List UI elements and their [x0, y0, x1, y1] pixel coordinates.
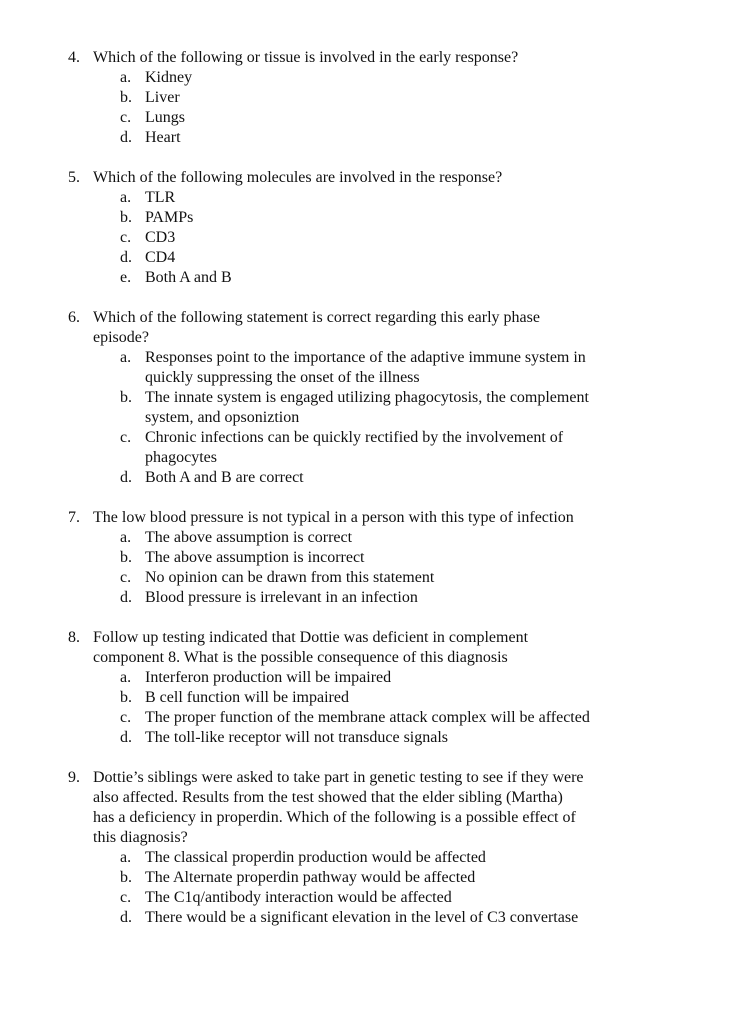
question-6 [0, 308, 735, 488]
option-text: Responses point to the importance of the adaptive immune system in [145, 349, 586, 366]
option-letter: a. [120, 669, 132, 686]
answer-option [0, 268, 735, 288]
answer-option [0, 228, 735, 248]
question-line [0, 508, 735, 528]
answer-option [0, 708, 735, 728]
option-line [0, 908, 735, 928]
option-letter: b. [120, 89, 132, 106]
option-letter: e. [120, 269, 132, 286]
option-text: PAMPs [145, 209, 194, 226]
option-letter: d. [120, 909, 132, 926]
question-text: Follow up testing indicated that Dottie was deficient in complement [93, 629, 529, 646]
option-text: TLR [145, 189, 176, 206]
option-line [0, 208, 735, 228]
option-text: The proper function of the membrane attack complex will be affected [145, 709, 590, 726]
question-text: Which of the following molecules are involved in the response? [93, 169, 503, 186]
question-5 [0, 168, 735, 288]
option-letter: d. [120, 729, 132, 746]
option-text: The C1q/antibody interaction would be affected [145, 889, 452, 906]
option-letter: a. [120, 69, 132, 86]
question-line [0, 768, 735, 788]
question-8 [0, 628, 735, 748]
option-letter: d. [120, 589, 132, 606]
option-text: The toll-like receptor will not transduce signals [145, 729, 449, 746]
question-number: 7. [68, 509, 80, 526]
option-text: quickly suppressing the onset of the illness [145, 369, 420, 386]
answer-option [0, 688, 735, 708]
option-letter: c. [120, 109, 132, 126]
question-number: 4. [68, 49, 80, 66]
question-line [0, 808, 735, 828]
answer-option [0, 728, 735, 748]
option-line [0, 528, 735, 548]
question-text: The low blood pressure is not typical in a person with this type of infection [93, 509, 574, 526]
option-line [0, 368, 735, 388]
question-line [0, 648, 735, 668]
option-line [0, 888, 735, 908]
answer-option [0, 908, 735, 928]
answer-option [0, 388, 735, 428]
question-line [0, 628, 735, 648]
answer-option [0, 548, 735, 568]
question-line [0, 48, 735, 68]
option-line [0, 348, 735, 368]
option-text: Both A and B [145, 269, 232, 286]
question-line [0, 168, 735, 188]
answer-option [0, 528, 735, 548]
option-letter: b. [120, 549, 132, 566]
option-text: Both A and B are correct [145, 469, 304, 486]
answer-option [0, 108, 735, 128]
option-text: Liver [145, 89, 180, 106]
option-text: The above assumption is incorrect [145, 549, 365, 566]
option-line [0, 188, 735, 208]
question-text: this diagnosis? [93, 829, 188, 846]
option-line [0, 588, 735, 608]
option-line [0, 848, 735, 868]
option-line [0, 728, 735, 748]
option-letter: b. [120, 209, 132, 226]
option-text: Lungs [145, 109, 185, 126]
option-letter: c. [120, 229, 132, 246]
option-letter: d. [120, 129, 132, 146]
option-line [0, 268, 735, 288]
question-text: also affected. Results from the test showed that the elder sibling (Martha) [93, 789, 563, 806]
question-number: 6. [68, 309, 80, 326]
option-letter: d. [120, 249, 132, 266]
option-letter: c. [120, 569, 132, 586]
option-text: Chronic infections can be quickly rectified by the involvement of [145, 429, 564, 446]
answer-option [0, 208, 735, 228]
option-line [0, 668, 735, 688]
option-text: CD3 [145, 229, 176, 246]
question-4 [0, 48, 735, 148]
question-text: Which of the following statement is correct regarding this early phase [93, 309, 540, 326]
option-line [0, 688, 735, 708]
option-line [0, 568, 735, 588]
question-text: has a deficiency in properdin. Which of the following is a possible effect of [93, 809, 576, 826]
option-text: There would be a significant elevation in the level of C3 convertase [145, 909, 579, 926]
option-text: B cell function will be impaired [145, 689, 349, 706]
answer-option [0, 248, 735, 268]
option-line [0, 388, 735, 408]
option-text: The Alternate properdin pathway would be affected [145, 869, 476, 886]
question-9 [0, 768, 735, 928]
answer-option [0, 348, 735, 388]
answer-option [0, 68, 735, 88]
option-text: The above assumption is correct [145, 529, 353, 546]
option-text: phagocytes [145, 449, 217, 466]
option-line [0, 428, 735, 448]
question-text: Dottie’s siblings were asked to take part in genetic testing to see if they were [93, 769, 584, 786]
option-letter: b. [120, 869, 132, 886]
option-text: Heart [145, 129, 181, 146]
answer-option [0, 428, 735, 468]
option-letter: a. [120, 529, 132, 546]
answer-option [0, 188, 735, 208]
option-text: CD4 [145, 249, 176, 266]
option-text: No opinion can be drawn from this statement [145, 569, 435, 586]
option-text: Kidney [145, 69, 193, 86]
option-letter: b. [120, 389, 132, 406]
answer-option [0, 88, 735, 108]
option-line [0, 248, 735, 268]
answer-option [0, 468, 735, 488]
option-line [0, 88, 735, 108]
question-line [0, 328, 735, 348]
option-text: Blood pressure is irrelevant in an infection [145, 589, 418, 606]
answer-option [0, 568, 735, 588]
answer-option [0, 868, 735, 888]
option-line [0, 228, 735, 248]
option-letter: a. [120, 849, 132, 866]
question-line [0, 828, 735, 848]
option-text: system, and opsoniztion [145, 409, 300, 426]
question-line [0, 308, 735, 328]
option-letter: d. [120, 469, 132, 486]
question-number: 8. [68, 629, 80, 646]
question-7 [0, 508, 735, 608]
question-number: 9. [68, 769, 80, 786]
answer-option [0, 888, 735, 908]
option-line [0, 408, 735, 428]
answer-option [0, 848, 735, 868]
option-letter: b. [120, 689, 132, 706]
question-line [0, 788, 735, 808]
answer-option [0, 128, 735, 148]
option-letter: c. [120, 889, 132, 906]
option-line [0, 448, 735, 468]
option-letter: c. [120, 709, 132, 726]
answer-option [0, 588, 735, 608]
option-line [0, 468, 735, 488]
option-letter: c. [120, 429, 132, 446]
option-letter: a. [120, 189, 132, 206]
option-line [0, 548, 735, 568]
option-line [0, 108, 735, 128]
option-letter: a. [120, 349, 132, 366]
option-text: The classical properdin production would be affected [145, 849, 486, 866]
option-line [0, 868, 735, 888]
answer-option [0, 668, 735, 688]
option-text: Interferon production will be impaired [145, 669, 392, 686]
option-line [0, 128, 735, 148]
option-line [0, 68, 735, 88]
option-text: The innate system is engaged utilizing phagocytosis, the complement [145, 389, 589, 406]
question-text: Which of the following or tissue is involved in the early response? [93, 49, 519, 66]
question-text: episode? [93, 329, 149, 346]
question-text: component 8. What is the possible consequence of this diagnosis [93, 649, 508, 666]
question-number: 5. [68, 169, 80, 186]
option-line [0, 708, 735, 728]
